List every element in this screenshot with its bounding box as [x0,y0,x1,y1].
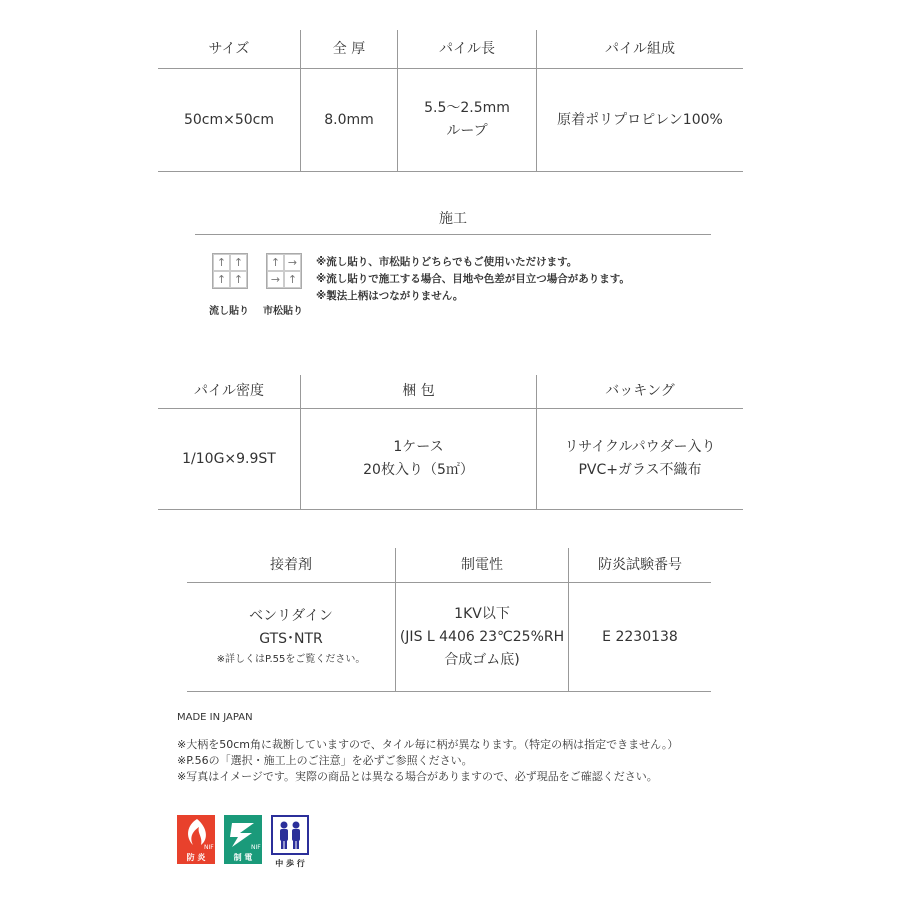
pack-table-header [158,375,743,409]
adhesive-value [187,583,395,691]
adhesive-table-row [187,583,711,691]
medium-traffic-label: 中 歩 行 [275,859,305,868]
packing-value [300,409,536,509]
pile-composition-text: 原着ポリプロピレン100% [557,111,723,128]
adhesive-table [187,548,711,692]
backing-value [536,409,743,509]
construction-title: 施工 [439,211,467,227]
medium-traffic-badge-icon [271,815,309,855]
straight-pattern-label: 流し貼り [209,306,249,317]
fire-retardant-badge-icon [177,815,215,853]
packing-case: 1ケース [393,439,444,455]
checker-pattern-icon: ↑ → → ↑ [266,253,302,289]
pack-table-row [158,409,743,509]
svg-text:NIF: NIF [204,844,214,851]
straight-pattern-icon: ↑ ↑ ↑ ↑ [212,253,248,289]
header-adhesive: 接着剤 [270,556,312,573]
header-thickness: 全 厚 [300,30,397,68]
antistatic-line2: (JIS L 4406 23℃25%RH [399,628,565,645]
construction-note: ※流し貼り、市松貼りどちらでもご使用いただけます。 [316,256,578,268]
size-text: 50cm×50cm [183,111,275,128]
antistatic-value [395,583,568,691]
pile-density-text: 1/10G×9.9ST [182,450,276,467]
header-backing: バッキング [536,375,743,408]
antistatic-line1: 1KV以下 [454,605,510,622]
header-size: サイズ [208,40,250,57]
header-pile-density: パイル密度 [194,383,264,399]
backing-line2: PVC+ガラス不織布 [578,462,702,478]
adhesive-table-header [187,548,711,583]
pile-density-value [158,409,300,509]
header-pile-length: パイル長 [397,30,536,68]
checker-pattern-label: 市松貼り [263,306,303,317]
adhesive-name: ベンリダイン [249,608,333,624]
header-packing: 梱 包 [300,375,536,408]
packing-count: 20枚入り（5㎡） [363,462,474,478]
svg-text:NIF: NIF [251,844,261,851]
construction-note: ※製法上柄はつながりません。 [316,290,464,302]
thickness-text: 8.0mm [324,111,374,128]
antistatic-badge-icon [224,815,262,853]
construction-note: ※流し貼りで施工する場合、目地や色差が目立つ場合があります。 [316,273,630,285]
footer-note: ※大柄を50cm角に裁断していますので、タイル毎に柄が異なります。（特定の柄は指定できません。） [177,738,679,751]
header-fire-test: 防炎試験番号 [568,548,711,582]
antistatic-label: 制 電 [224,851,262,864]
pack-table [158,375,743,510]
footer-note: ※写真はイメージです。実際の商品とは異なる場合がありますので、必ず現品をご確認ください。 [177,770,658,783]
footer-note: ※P.56の「選択・施工上のご注意」を必ずご参照ください。 [177,754,473,767]
size-value [158,69,300,171]
pile-length-text: 5.5〜2.5mm [424,100,510,116]
header-antistatic: 制電性 [395,548,568,582]
antistatic-line3: 合成ゴム底) [444,651,520,668]
header-pile-composition: パイル組成 [536,30,743,68]
backing-line1: リサイクルパウダー入り [564,439,716,455]
spec-table-header [158,30,743,69]
pile-type-text: ループ [446,123,488,139]
spec-table-row [158,69,743,171]
fire-retardant-label: 防 炎 [177,851,215,864]
made-in-label: MADE IN JAPAN [177,712,253,723]
spec-table [158,30,743,172]
fire-test-value [568,583,711,691]
fire-test-number: E 2230138 [602,628,678,645]
divider [195,234,711,235]
adhesive-note: ※詳しくはP.55をご覧ください。 [216,654,366,665]
pile-length-value [397,69,536,171]
adhesive-model: GTS･NTR [259,631,323,647]
thickness-value [300,69,397,171]
pile-composition-value [536,69,743,171]
